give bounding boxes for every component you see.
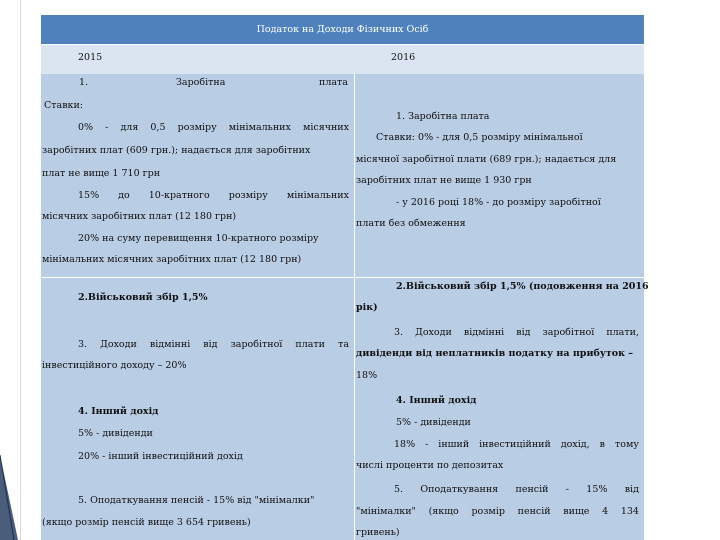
- left-rate3-line1: 20% на суму перевищення 10-кратного розміру: [78, 233, 319, 244]
- left-nonsalary-line1: 3. Доходи відмінні від заробітної плати та: [78, 339, 349, 350]
- right-salary-heading: 1. Заробітна плата: [396, 111, 490, 122]
- right-salary-line3: заробітних плат не вище 1 930 грн: [356, 175, 532, 186]
- left-salary-word2: плата: [319, 77, 348, 88]
- right-salary-line5: плати без обмеження: [356, 218, 466, 229]
- left-other-line2: 20% - інший інвестиційний дохід: [78, 451, 243, 462]
- left-rate1-line1: 0% - для 0,5 розміру мінімальних місячних: [78, 122, 349, 133]
- left-rate2-line1: 15% до 10-кратного розміру мінімальних: [78, 190, 349, 201]
- left-rate3-line2: мінімальних місячних заробітних плат (12 180 грн): [42, 254, 302, 265]
- column-divider: [354, 73, 355, 540]
- year-row: [41, 44, 644, 74]
- left-other-line1: 5% - дивіденди: [78, 428, 153, 439]
- right-other-line1: 5% - дивіденди: [396, 417, 471, 428]
- year-2015: 2015: [78, 52, 103, 63]
- right-nonsalary-line2: дивіденди від неплатників податку на прибуток –: [356, 348, 634, 359]
- left-other-heading: 4. Інший дохід: [78, 406, 159, 417]
- right-nonsalary-line3: 18%: [356, 370, 378, 381]
- tax-comparison-table: [41, 15, 649, 540]
- right-salary-line4: - у 2016 році 18% - до розміру заробітної: [396, 197, 601, 208]
- year-2016: 2016: [391, 52, 416, 63]
- left-rate1-line2: заробітних плат (609 грн.); надається для заробітних: [42, 145, 311, 156]
- right-salary-line1: Ставки: 0% - для 0,5 розміру мінімальної: [376, 132, 583, 143]
- left-pension-line1: 5. Оподаткування пенсій - 15% від "мінімалки": [78, 495, 315, 506]
- left-pension-line2: (якщо розмір пенсій вище 3 654 гривень): [42, 517, 251, 528]
- right-military-line1: 2.Військовий збір 1,5% (подовження на 2016: [396, 281, 649, 292]
- left-rate1-line3: плат не вище 1 710 грн: [42, 168, 161, 179]
- row-divider: [41, 277, 644, 278]
- right-nonsalary-line1: 3. Доходи відмінні від заробітної плати,: [394, 327, 639, 338]
- right-salary-line2: місячної заробітної плати (689 грн.); надається для: [356, 154, 617, 165]
- left-salary-num: 1.: [79, 77, 89, 88]
- right-pension-line3: гривень): [356, 527, 400, 538]
- right-other-heading: 4. Інший дохід: [396, 395, 477, 406]
- table-title: Податок на Доходи Фізичних Осіб: [41, 15, 644, 44]
- right-other-line3: числі проценти по депозитах: [356, 460, 504, 471]
- right-pension-line1: 5. Оподаткування пенсій - 15% від: [394, 484, 639, 495]
- left-rate2-line2: місячних заробітних плат (12 180 грн): [42, 211, 237, 222]
- slide-corner-decoration: [0, 455, 30, 540]
- left-rates-label: Ставки:: [44, 100, 84, 111]
- left-military-levy: 2.Військовий збір 1,5%: [78, 292, 208, 303]
- right-other-line2: 18% - інший інвестиційний дохід, в тому: [394, 439, 639, 450]
- left-nonsalary-line2: інвестиційного доходу – 20%: [42, 360, 187, 371]
- left-salary-word1: Заробітна: [176, 77, 226, 88]
- right-pension-line2: "мінімалки" (якщо розмір пенсій вище 4 134: [356, 506, 639, 517]
- right-military-line2: рік): [356, 302, 378, 313]
